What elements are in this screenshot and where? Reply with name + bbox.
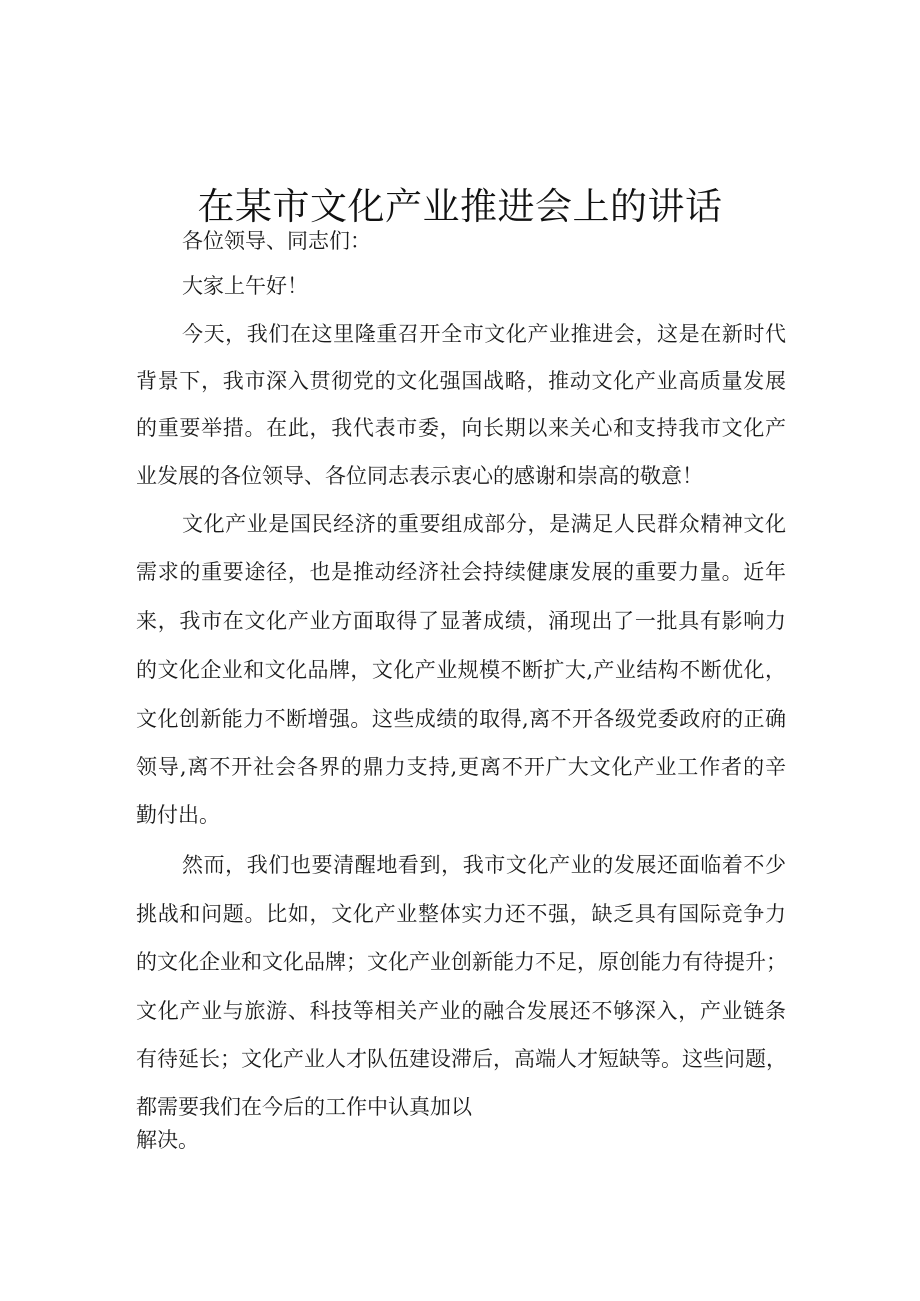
paragraph-line: 文化创新能力不断增强。这些成绩的取得,离不开各级党委政府的正确 <box>136 707 786 731</box>
greeting-line: 各位领导、同志们： <box>182 229 371 253</box>
paragraph-line: 都需要我们在今后的工作中认真加以 <box>136 1095 472 1119</box>
paragraph-line: 业发展的各位领导、各位同志表示衷心的感谢和崇高的敬意！ <box>136 464 703 488</box>
paragraph-line: 的文化企业和文化品牌，文化产业规模不断扩大,产业结构不断优化， <box>136 658 786 682</box>
paragraph-line: 今天，我们在这里隆重召开全市文化产业推进会，这是在新时代 <box>182 322 786 346</box>
paragraph-line: 背景下，我市深入贯彻党的文化强国战略，推动文化产业高质量发展 <box>136 369 786 393</box>
paragraph-line: 的重要举措。在此，我代表市委，向长期以来关心和支持我市文化产 <box>136 416 786 440</box>
paragraph-line: 来，我市在文化产业方面取得了显著成绩，涌现出了一批具有影响力 <box>136 609 786 633</box>
salutation-line: 大家上午好！ <box>182 274 308 298</box>
document-title: 在某市文化产业推进会上的讲话 <box>197 184 723 228</box>
paragraph-line: 领导,离不开社会各界的鼎力支持,更离不开广大文化产业工作者的辛 <box>136 755 786 779</box>
paragraph-line: 文化产业是国民经济的重要组成部分，是满足人民群众精神文化 <box>182 512 786 536</box>
paragraph-line: 勤付出。 <box>136 803 220 827</box>
paragraph-line: 的文化企业和文化品牌；文化产业创新能力不足，原创能力有待提升； <box>136 950 787 974</box>
paragraph-line: 解决。 <box>136 1128 199 1152</box>
paragraph-line: 需求的重要途径，也是推动经济社会持续健康发展的重要力量。近年 <box>136 560 786 584</box>
paragraph-line: 有待延长；文化产业人才队伍建设滞后，高端人才短缺等。这些问题， <box>136 1047 787 1071</box>
paragraph-line: 然而，我们也要清醒地看到，我市文化产业的发展还面临着不少 <box>182 853 786 877</box>
paragraph-line: 文化产业与旅游、科技等相关产业的融合发展还不够深入，产业链条 <box>136 999 786 1023</box>
paragraph-line: 挑战和问题。比如，文化产业整体实力还不强，缺乏具有国际竞争力 <box>136 902 786 926</box>
